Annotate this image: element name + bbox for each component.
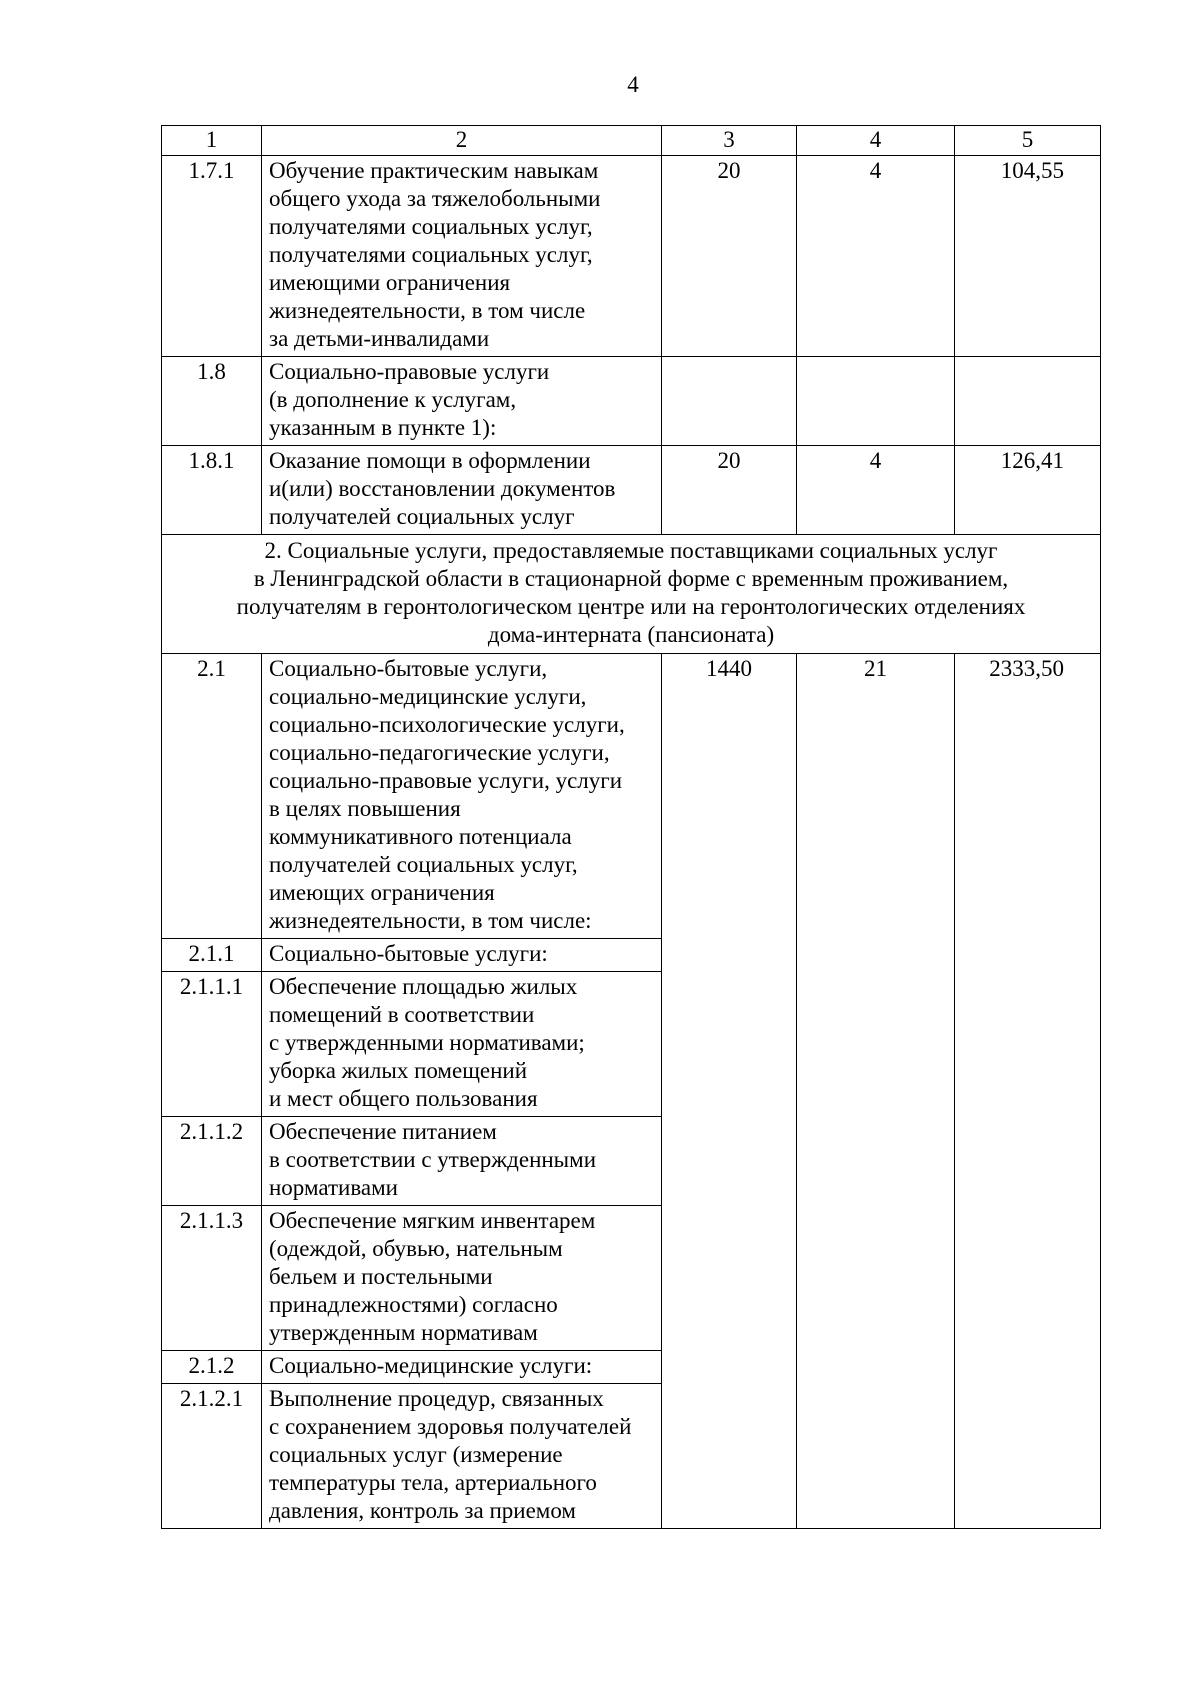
text-line: социально-медицинские услуги, — [269, 684, 587, 709]
text-line: (в дополнение к услугам, — [269, 387, 517, 412]
row-number: 1.8 — [162, 357, 262, 446]
col4-value: 21 — [797, 654, 955, 1529]
col3-value: 20 — [662, 156, 797, 357]
text-line: Социально-правовые услуги — [269, 359, 550, 384]
col5-value — [955, 446, 1101, 535]
text-line: получателей социальных услуг, — [269, 852, 578, 877]
text-line: имеющими ограничения — [269, 270, 511, 295]
text-line: в целях повышения — [269, 796, 461, 821]
text-line: нормативами — [269, 1175, 398, 1200]
col3-value: 1440 — [662, 654, 797, 1529]
row-number: 2.1.2 — [162, 1351, 262, 1384]
text-line: социально-психологические услуги, — [269, 712, 625, 737]
col5-text: 104,55 — [1000, 158, 1064, 183]
col5-value — [955, 357, 1101, 446]
row-number: 2.1.1 — [162, 939, 262, 972]
section-heading — [162, 535, 1101, 654]
col5-value — [955, 156, 1101, 357]
text-line: Обеспечение площадью жилых — [269, 974, 578, 999]
text-line: с утвержденными нормативами; — [269, 1030, 585, 1055]
service-name — [262, 357, 662, 446]
text-line: бельем и постельными — [269, 1264, 493, 1289]
col5-value — [955, 654, 1101, 1529]
row-number: 1.8.1 — [162, 446, 262, 535]
header-col-2: 2 — [262, 126, 662, 156]
text-line: социально-правовые услуги, услуги — [269, 768, 623, 793]
header-col-1: 1 — [162, 126, 262, 156]
header-col-4: 4 — [797, 126, 955, 156]
text-line: указанным в пункте 1): — [269, 415, 497, 440]
text-line: коммуникативного потенциала — [269, 824, 572, 849]
col3-value — [662, 357, 797, 446]
header-col-3: 3 — [662, 126, 797, 156]
row-number: 2.1.1.3 — [162, 1206, 262, 1351]
text-line: социальных услуг (измерение — [269, 1442, 563, 1467]
text-line: получателям в геронтологическом центре или на геронтологических отделениях — [236, 594, 1026, 619]
text-line: получателями социальных услуг, — [269, 214, 593, 239]
col4-value: 4 — [797, 156, 955, 357]
section-heading-row — [162, 535, 1101, 654]
service-name — [262, 972, 662, 1117]
service-name — [262, 1206, 662, 1351]
text-line: в Ленинградской области в стационарной форме с временным проживанием, — [253, 566, 1009, 591]
text-line: Оказание помощи в оформлении — [269, 448, 591, 473]
services-table — [161, 125, 1101, 1529]
text-line: получателями социальных услуг, — [269, 242, 593, 267]
text-line: давления, контроль за приемом — [269, 1498, 576, 1523]
text-line: с сохранением здоровья получателей — [269, 1414, 632, 1439]
service-name — [262, 446, 662, 535]
text-line: жизнедеятельности, в том числе: — [269, 908, 592, 933]
table-header-row — [162, 126, 1101, 156]
text-line: социально-педагогические услуги, — [269, 740, 610, 765]
table-row — [162, 357, 1101, 446]
col3-value: 20 — [662, 446, 797, 535]
row-number: 2.1 — [162, 654, 262, 939]
table-row — [162, 446, 1101, 535]
text-line: в соответствии с утвержденными — [269, 1147, 596, 1172]
text-line: уборка жилых помещений — [269, 1058, 528, 1083]
table-row — [162, 156, 1101, 357]
text-line: утвержденным нормативам — [269, 1320, 538, 1345]
text-line: 2. Социальные услуги, предоставляемые поставщиками социальных услуг — [264, 538, 998, 563]
page-number: 4 — [627, 72, 639, 97]
row-number: 2.1.2.1 — [162, 1384, 262, 1529]
col5-text: 126,41 — [1000, 448, 1064, 473]
text-line: температуры тела, артериального — [269, 1470, 597, 1495]
service-name — [262, 1384, 662, 1529]
service-name — [262, 939, 662, 972]
row-number: 1.7.1 — [162, 156, 262, 357]
text-line: Социально-медицинские услуги: — [269, 1353, 593, 1378]
col4-value: 4 — [797, 446, 955, 535]
service-name — [262, 654, 662, 939]
text-line: имеющих ограничения — [269, 880, 495, 905]
text-line: и(или) восстановлении документов — [269, 476, 616, 501]
text-line: жизнедеятельности, в том числе — [269, 298, 586, 323]
text-line: (одеждой, обувью, нательным — [269, 1236, 563, 1261]
col5-text: 2333,50 — [989, 656, 1064, 681]
text-line: Социально-бытовые услуги, — [269, 656, 548, 681]
text-line: принадлежностями) согласно — [269, 1292, 558, 1317]
text-line: дома-интерната (пансионата) — [487, 622, 775, 647]
header-col-5: 5 — [955, 126, 1101, 156]
text-line: Обеспечение питанием — [269, 1119, 497, 1144]
table-row — [162, 654, 1101, 939]
col4-value — [797, 357, 955, 446]
text-line: Социально-бытовые услуги: — [269, 941, 548, 966]
service-name — [262, 156, 662, 357]
text-line: общего ухода за тяжелобольными — [269, 186, 601, 211]
service-name — [262, 1117, 662, 1206]
row-number: 2.1.1.2 — [162, 1117, 262, 1206]
text-line: помещений в соответствии — [269, 1002, 535, 1027]
text-line: и мест общего пользования — [269, 1086, 538, 1111]
text-line: Выполнение процедур, связанных — [269, 1386, 604, 1411]
row-number: 2.1.1.1 — [162, 972, 262, 1117]
service-name — [262, 1351, 662, 1384]
text-line: Обеспечение мягким инвентарем — [269, 1208, 596, 1233]
text-line: за детьми-инвалидами — [269, 326, 490, 351]
text-line: Обучение практическим навыкам — [269, 158, 599, 183]
text-line: получателей социальных услуг — [269, 504, 575, 529]
